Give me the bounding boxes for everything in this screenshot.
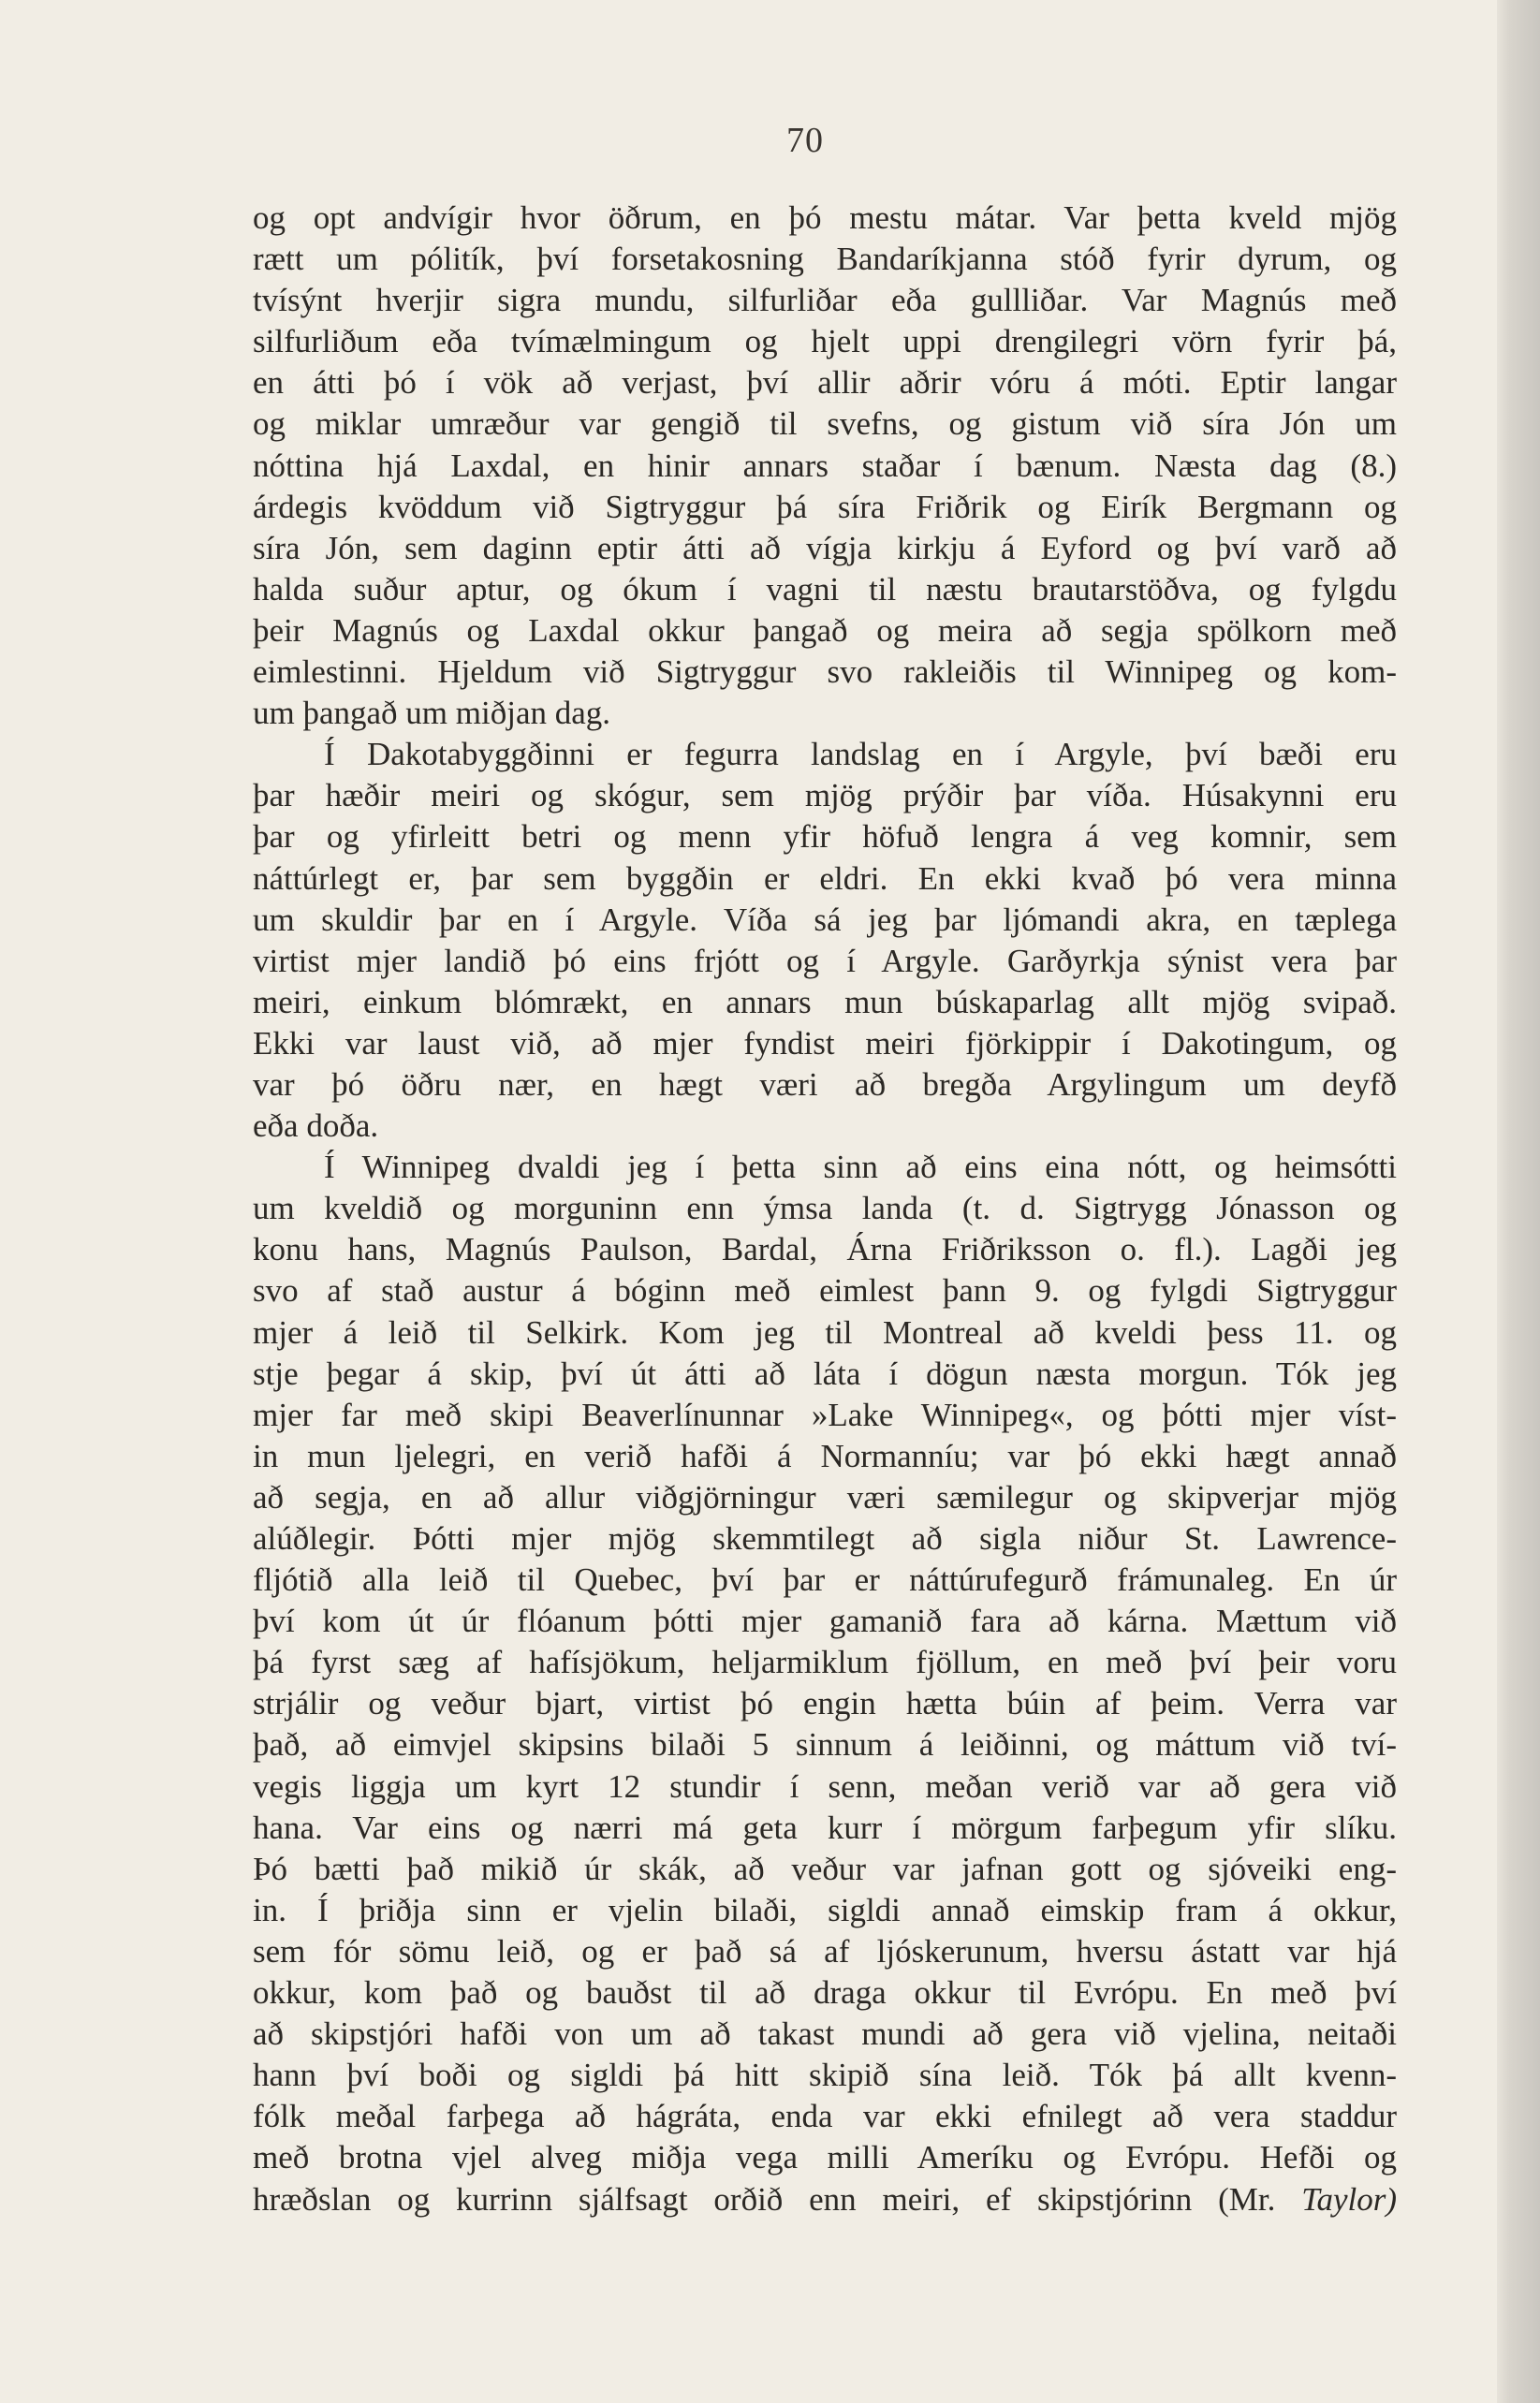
text-line-content: um skuldir þar en í Argyle. Víða sá jeg þar ljómandi akra, en tæplega [253,901,1397,938]
text-line [253,1188,1397,1229]
text-line [253,1106,1397,1147]
text-line-content: þá fyrst sæg af hafísjökum, heljarmiklum fjöllum, en með því þeir voru [253,1644,1397,1681]
text-line-content: stje þegar á skip, því út átti að láta í dögun næsta morgun. Tók jeg [253,1355,1397,1392]
text-line [253,1808,1397,1849]
text-line-content: árdegis kvöddum við Sigtryggur þá síra Friðrik og Eirík Bergmann og [253,488,1397,525]
text-line [253,1683,1397,1724]
text-line [253,1229,1397,1270]
text-line-content: þar hæðir meiri og skógur, sem mjög prýðir þar víða. Húsakynni eru [253,777,1397,814]
text-line [253,734,1397,775]
text-line-content: eimlestinni. Hjeldum við Sigtryggur svo rakleiðis til Winnipeg og kom- [253,653,1397,691]
text-line-content: Þó bætti það mikið úr skák, að veður var jafnan gott og sjóveiki eng- [253,1850,1397,1887]
page-number: 70 [786,121,824,160]
text-line [253,487,1397,528]
text-line [253,858,1397,900]
text-line-content: alúðlegir. Þótti mjer mjög skemmtilegt að sigla niður St. Lawrence- [253,1520,1397,1557]
text-line [253,652,1397,693]
text-line [253,569,1397,610]
text-line-content: okkur, kom það og bauðst til að draga okkur til Evrópu. En með því [253,1974,1397,2012]
text-line [253,1972,1397,2014]
text-line [253,1270,1397,1311]
text-line-content: Ekki var laust við, að mjer fyndist meiri fjörkippir í Dakotingum, og [253,1024,1397,1062]
text-line [253,528,1397,569]
text-line [253,1724,1397,1766]
page-edge-shadow [1497,0,1540,2403]
text-line [253,816,1397,857]
text-line [253,239,1397,280]
text-line [253,1395,1397,1436]
text-line [253,1312,1397,1354]
text-line-content: fljótið alla leið til Quebec, því þar er náttúrufegurð frámunaleg. En úr [253,1561,1397,1599]
text-line [253,2096,1397,2137]
text-line [253,1766,1397,1808]
text-line [253,1931,1397,1972]
text-line-content: hann því boði og sigldi þá hitt skipið sína leið. Tók þá allt kvenn- [253,2057,1397,2094]
text-line [253,2137,1397,2178]
text-line [253,2055,1397,2096]
text-line [253,2014,1397,2055]
text-line [253,1147,1397,1188]
text-line-content: það, að eimvjel skipsins bilaði 5 sinnum á leiðinni, og máttum við tví- [253,1726,1397,1764]
text-line-content: um þangað um miðjan dag. [253,695,611,732]
text-line-content: virtist mjer landið þó eins frjótt og í Argyle. Garðyrkja sýnist vera þar [253,942,1397,979]
text-line [253,1601,1397,1642]
text-line-content: náttúrlegt er, þar sem byggðin er eldri. En ekki kvað þó vera minna [253,859,1397,897]
text-line [253,941,1397,982]
text-line [253,362,1397,403]
text-line [253,1477,1397,1518]
text-line-content: þar og yfirleitt betri og menn yfir höfuð lengra á veg komnir, sem [253,818,1397,856]
text-line-content: sem fór sömu leið, og er það sá af ljóskerunum, hversu ástatt var hjá [253,1932,1397,1970]
text-line [253,1064,1397,1106]
text-line-content: að skipstjóri hafði von um að takast mundi að gera við vjelina, neitaði [253,2015,1397,2053]
text-line-content: fólk meðal farþega að hágráta, enda var ekki efnilegt að vera staddur [253,2098,1397,2135]
text-line-content: hræðslan og kurrinn sjálfsagt orðið enn meiri, ef skipstjórinn (Mr. [253,2180,1276,2218]
text-line-content: mjer á leið til Selkirk. Kom jeg til Montreal að kveldi þess 11. og [253,1313,1397,1351]
italic-name: Taylor) [1301,2180,1398,2218]
text-line-content: en átti þó í vök að verjast, því allir aðrir vóru á móti. Eptir langar [253,364,1397,402]
text-line [253,1354,1397,1395]
text-line-content: síra Jón, sem daginn eptir átti að vígja kirkju á Eyford og því varð að [253,529,1397,566]
text-line-content: þeir Magnús og Laxdal okkur þangað og meira að segja spölkorn með [253,611,1397,649]
text-line-content: að segja, en að allur viðgjörningur væri sæmilegur og skipverjar mjög [253,1478,1397,1516]
text-line-content: með brotna vjel alveg miðja vega milli Ameríku og Evrópu. Hefði og [253,2139,1397,2176]
text-line-content: Í Dakotabyggðinni er fegurra landslag en í Argyle, því bæði eru [324,736,1397,773]
text-line-content: silfurliðum eða tvímælmingum og hjelt uppi drengilegri vörn fyrir þá, [253,323,1397,360]
text-line-content: um kveldið og morguninn enn ýmsa landa (t. d. Sigtrygg Jónasson og [253,1190,1397,1227]
text-line-content: mjer far með skipi Beaverlínunnar »Lake Winnipeg«, og þótti mjer víst- [253,1396,1397,1433]
text-line-content: in. Í þriðja sinn er vjelin bilaði, sigldi annað eimskip fram á okkur, [253,1891,1397,1928]
text-line-content: Í Winnipeg dvaldi jeg í þetta sinn að eins eina nótt, og heimsótti [324,1149,1397,1186]
text-line [253,1849,1397,1890]
text-line [253,321,1397,362]
text-line [253,1436,1397,1477]
text-line [253,610,1397,652]
text-line-content: svo af stað austur á bóginn með eimlest þann 9. og fylgdi Sigtryggur [253,1272,1397,1310]
text-line-content: eða doða. [253,1107,379,1145]
text-line [253,1023,1397,1064]
text-line-content: því kom út úr flóanum þótti mjer gamanið fara að kárna. Mættum við [253,1603,1397,1640]
text-line-content: hana. Var eins og nærri má geta kurr í mörgum farþegum yfir slíku. [253,1809,1397,1846]
text-line-content: vegis liggja um kyrt 12 stundir í senn, meðan verið var að gera við [253,1767,1397,1805]
text-line-content: og opt andvígir hvor öðrum, en þó mestu mátar. Var þetta kveld mjög [253,199,1397,236]
text-line-content: meiri, einkum blómrækt, en annars mun búskaparlag allt mjög svipað. [253,983,1397,1020]
text-line [253,1518,1397,1560]
text-line-content: halda suður aptur, og ókum í vagni til næstu brautarstöðva, og fylgdu [253,570,1397,608]
text-line [253,900,1397,941]
text-line [253,1642,1397,1683]
text-line [253,693,1397,734]
text-line [253,1560,1397,1601]
text-line [253,775,1397,816]
text-line-content: konu hans, Magnús Paulson, Bardal, Árna Friðriksson o. fl.). Lagði jeg [253,1231,1397,1268]
text-line [253,446,1397,487]
text-line [253,2179,1397,2220]
text-line-content: strjálir og veður bjart, virtist þó engin hætta búin af þeim. Verra var [253,1685,1397,1722]
text-line [253,403,1397,445]
text-line-content: nóttina hjá Laxdal, en hinir annars staðar í bænum. Næsta dag (8.) [253,447,1397,484]
text-line [253,198,1397,239]
text-line-content: tvísýnt hverjir sigra mundu, silfurliðar eða gullliðar. Var Magnús með [253,282,1397,319]
text-line-content: in mun ljelegri, en verið hafði á Normanníu; var þó ekki hægt annað [253,1437,1397,1474]
body-text [253,198,1397,2220]
text-line-content: og miklar umræður var gengið til svefns, og gistum við síra Jón um [253,405,1397,443]
text-line [253,1890,1397,1931]
text-line [253,982,1397,1023]
text-line [253,280,1397,321]
text-line-content: var þó öðru nær, en hægt væri að bregða Argylingum um deyfð [253,1065,1397,1103]
text-line-content: rætt um pólitík, því forsetakosning Bandaríkjanna stóð fyrir dyrum, og [253,241,1397,278]
